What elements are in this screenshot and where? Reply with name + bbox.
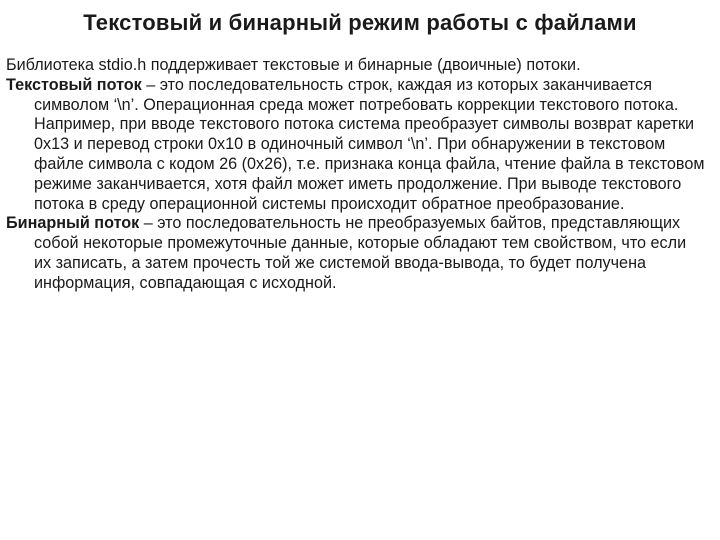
term-text-stream: Текстовый поток	[6, 75, 142, 94]
term-binary-stream: Бинарный поток	[6, 214, 140, 233]
paragraph-text: – это последовательность не преобразуемых байтов, представляющих собой некоторые промежуточные данные, которые обладают тем свойством, что если их записать, а затем прочесть той же системой ввода-вывода, то будет получена информация, совпадающая с исходной.	[34, 214, 687, 292]
paragraph-text: Библиотека stdio.h поддерживает текстовые и бинарные (двоичные) потоки.	[6, 56, 581, 74]
paragraph-library-intro	[6, 56, 706, 76]
paragraph-binary-stream	[6, 214, 706, 293]
slide-body	[6, 56, 706, 294]
paragraph-text: – это последовательность строк, каждая из которых заканчивается символом ‘\n’. Операционная среда может потребовать коррекции текстового потока. Например, при вводе текстового потока система преобразует символы возврат каретки 0x13 и перевод строки 0x10 в одиночный символ ‘\n’. При обнаружении в текстовом файле символа с кодом 26 (0x26), т.е. признака конца файла, чтение файла в текстовом режиме заканчивается, хотя файл может иметь продолжение. При выводе текстового потока в среду операционной системы происходит обратное преобразование.	[34, 75, 705, 213]
page-title: Текстовый и бинарный режим работы с файлами	[83, 10, 637, 35]
paragraph-text-stream	[6, 76, 706, 215]
